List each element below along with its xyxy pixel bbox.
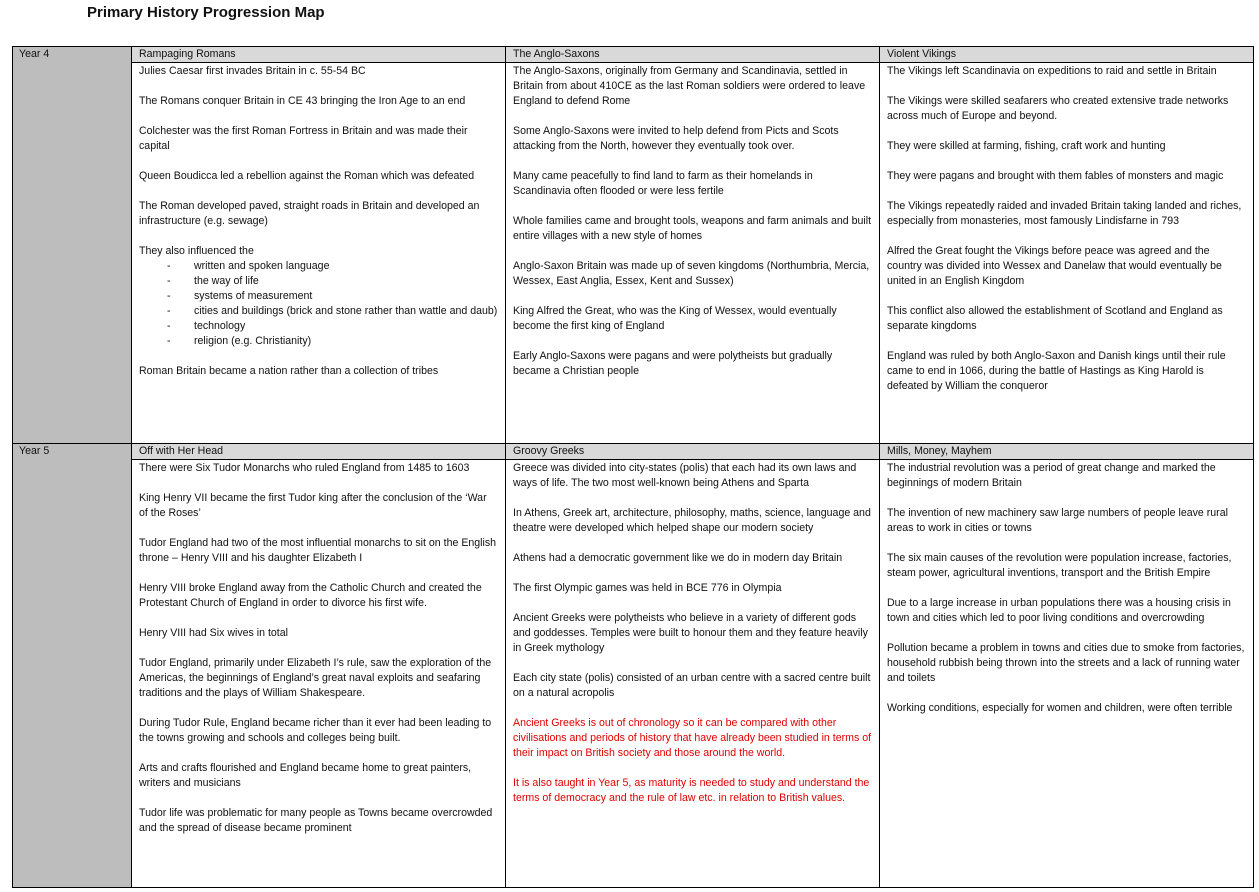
year-label: Year 5 bbox=[19, 445, 50, 457]
fact-paragraph: The Vikings were skilled seafarers who created extensive trade networks across much of Europe and beyond. bbox=[887, 95, 1229, 122]
topic-cell bbox=[132, 47, 506, 444]
page-title: Primary History Progression Map bbox=[87, 4, 325, 21]
topic-body bbox=[506, 460, 879, 806]
topic-cell bbox=[506, 444, 880, 888]
teacher-note: Ancient Greeks is out of chronology so it can be compared with other civilisations and periods of history that have already been studied in terms of their impact on British society and those around the world. bbox=[513, 717, 872, 759]
year-row bbox=[13, 47, 1254, 444]
topic-heading: Violent Vikings bbox=[880, 47, 1253, 63]
fact-paragraph: Alfred the Great fought the Vikings before peace was agreed and the country was divided into Wessex and Danelaw that would eventually be united in an English Kingdom bbox=[887, 245, 1222, 287]
year-cell bbox=[13, 444, 132, 888]
fact-paragraph: Queen Boudicca led a rebellion against the Roman which was defeated bbox=[139, 170, 475, 182]
influence-list bbox=[139, 259, 498, 349]
fact-paragraph: Roman Britain became a nation rather than a collection of tribes bbox=[139, 365, 439, 377]
fact-paragraph: The Anglo-Saxons, originally from Germany and Scandinavia, settled in Britain from about 410CE as the last Roman soldiers were ordered to leave England to defend Rome bbox=[513, 65, 866, 107]
topic-heading: Off with Her Head bbox=[132, 444, 505, 460]
fact-paragraph: They also influenced the bbox=[139, 245, 254, 257]
fact-paragraph: They were pagans and brought with them fables of monsters and magic bbox=[887, 170, 1224, 182]
fact-paragraph: Arts and crafts flourished and England became home to great painters, writers and musicians bbox=[139, 762, 472, 789]
list-item: - religion (e.g. Christianity) bbox=[139, 334, 498, 349]
fact-paragraph: King Henry VII became the first Tudor king after the conclusion of the ‘War of the Roses’ bbox=[139, 492, 487, 519]
topic-body bbox=[132, 63, 505, 379]
progression-table bbox=[12, 46, 1254, 888]
fact-paragraph: Henry VIII broke England away from the Catholic Church and created the Protestant Church of England in order to divorce his first wife. bbox=[139, 582, 482, 609]
fact-paragraph: In Athens, Greek art, architecture, philosophy, maths, science, language and theatre were developed which helped shape our modern society bbox=[513, 507, 871, 534]
fact-paragraph: Many came peacefully to find land to farm as their homelands in Scandinavia often flooded or were less fertile bbox=[513, 170, 813, 197]
topic-cell bbox=[132, 444, 506, 888]
topic-cell bbox=[880, 47, 1254, 444]
topic-cell bbox=[506, 47, 880, 444]
topic-body bbox=[880, 63, 1253, 394]
list-item: - written and spoken language bbox=[139, 259, 498, 274]
fact-paragraph: Ancient Greeks were polytheists who believe in a variety of different gods and goddesses. Temples were built to honour them and they feature heavily in Greek mythology bbox=[513, 612, 868, 654]
year-row bbox=[13, 444, 1254, 888]
fact-paragraph: The Roman developed paved, straight roads in Britain and developed an infrastructure (e.g. sewage) bbox=[139, 200, 480, 227]
topic-body bbox=[880, 460, 1253, 716]
fact-paragraph: Greece was divided into city-states (polis) that each had its own laws and ways of life. The two most well-known being Athens and Sparta bbox=[513, 462, 857, 489]
fact-paragraph: This conflict also allowed the establishment of Scotland and England as separate kingdoms bbox=[887, 305, 1223, 332]
fact-paragraph: Early Anglo-Saxons were pagans and were polytheists but gradually became a Christian people bbox=[513, 350, 833, 377]
fact-paragraph: The Romans conquer Britain in CE 43 bringing the Iron Age to an end bbox=[139, 95, 466, 107]
fact-paragraph: England was ruled by both Anglo-Saxon and Danish kings until their rule came to end in 1066, during the battle of Hastings as King Harold is defeated by William the conqueror bbox=[887, 350, 1226, 392]
topic-body bbox=[132, 460, 505, 836]
fact-paragraph: Each city state (polis) consisted of an urban centre with a sacred centre built on a natural acropolis bbox=[513, 672, 871, 699]
year-cell bbox=[13, 47, 132, 444]
fact-paragraph: There were Six Tudor Monarchs who ruled England from 1485 to 1603 bbox=[139, 462, 470, 474]
fact-paragraph: The Vikings repeatedly raided and invaded Britain taking landed and riches, especially from monasteries, most famously Lindisfarne in 793 bbox=[887, 200, 1242, 227]
fact-paragraph: Tudor life was problematic for many people as Towns became overcrowded and the spread of disease became prominent bbox=[139, 807, 493, 834]
list-item: - technology bbox=[139, 319, 498, 334]
topic-heading: Groovy Greeks bbox=[506, 444, 879, 460]
list-item: - cities and buildings (brick and stone rather than wattle and daub) bbox=[139, 304, 498, 319]
fact-paragraph: Pollution became a problem in towns and cities due to smoke from factories, household rubbish being thrown into the streets and a lack of running water and toilets bbox=[887, 642, 1245, 684]
fact-paragraph: They were skilled at farming, fishing, craft work and hunting bbox=[887, 140, 1166, 152]
fact-paragraph: During Tudor Rule, England became richer than it ever had been leading to the towns growing and schools and colleges being built. bbox=[139, 717, 492, 744]
fact-paragraph: The Vikings left Scandinavia on expeditions to raid and settle in Britain bbox=[887, 65, 1217, 77]
topic-heading: Mills, Money, Mayhem bbox=[880, 444, 1253, 460]
fact-paragraph: Athens had a democratic government like we do in modern day Britain bbox=[513, 552, 843, 564]
list-item: - the way of life bbox=[139, 274, 498, 289]
topic-cell bbox=[880, 444, 1254, 888]
topic-body bbox=[506, 63, 879, 379]
year-label: Year 4 bbox=[19, 48, 50, 60]
fact-paragraph: The industrial revolution was a period of great change and marked the beginnings of modern Britain bbox=[887, 462, 1216, 489]
fact-paragraph: Due to a large increase in urban populations there was a housing crisis in town and cities which led to poor living conditions and overcrowding bbox=[887, 597, 1231, 624]
topic-heading: The Anglo-Saxons bbox=[506, 47, 879, 63]
fact-paragraph: Tudor England, primarily under Elizabeth I’s rule, saw the exploration of the Americas, the beginnings of England’s great naval exploits and seafaring traditions and the plays of William Shakespeare. bbox=[139, 657, 492, 699]
topic-heading: Rampaging Romans bbox=[132, 47, 505, 63]
fact-paragraph: The first Olympic games was held in BCE 776 in Olympia bbox=[513, 582, 782, 594]
fact-paragraph: Colchester was the first Roman Fortress in Britain and was made their capital bbox=[139, 125, 468, 152]
fact-paragraph: Some Anglo-Saxons were invited to help defend from Picts and Scots attacking from the North, however they eventually took over. bbox=[513, 125, 839, 152]
fact-paragraph: Anglo-Saxon Britain was made up of seven kingdoms (Northumbria, Mercia, Wessex, East Anglia, Essex, Kent and Sussex) bbox=[513, 260, 870, 287]
fact-paragraph: Henry VIII had Six wives in total bbox=[139, 627, 288, 639]
fact-paragraph: The six main causes of the revolution were population increase, factories, steam power, agricultural inventions, transport and the British Empire bbox=[887, 552, 1232, 579]
fact-paragraph: Whole families came and brought tools, weapons and farm animals and built entire villages with a new style of homes bbox=[513, 215, 872, 242]
fact-paragraph: Working conditions, especially for women and children, were often terrible bbox=[887, 702, 1233, 714]
teacher-note: It is also taught in Year 5, as maturity is needed to study and understand the terms of democracy and the rule of law etc. in relation to British values. bbox=[513, 777, 870, 804]
fact-paragraph: Tudor England had two of the most influential monarchs to sit on the English throne – Henry VIII and his daughter Elizabeth I bbox=[139, 537, 497, 564]
fact-paragraph: King Alfred the Great, who was the King of Wessex, would eventually become the first king of England bbox=[513, 305, 837, 332]
list-item: - systems of measurement bbox=[139, 289, 498, 304]
fact-paragraph: The invention of new machinery saw large numbers of people leave rural areas to work in cities or towns bbox=[887, 507, 1228, 534]
fact-paragraph: Julies Caesar first invades Britain in c. 55-54 BC bbox=[139, 65, 366, 77]
